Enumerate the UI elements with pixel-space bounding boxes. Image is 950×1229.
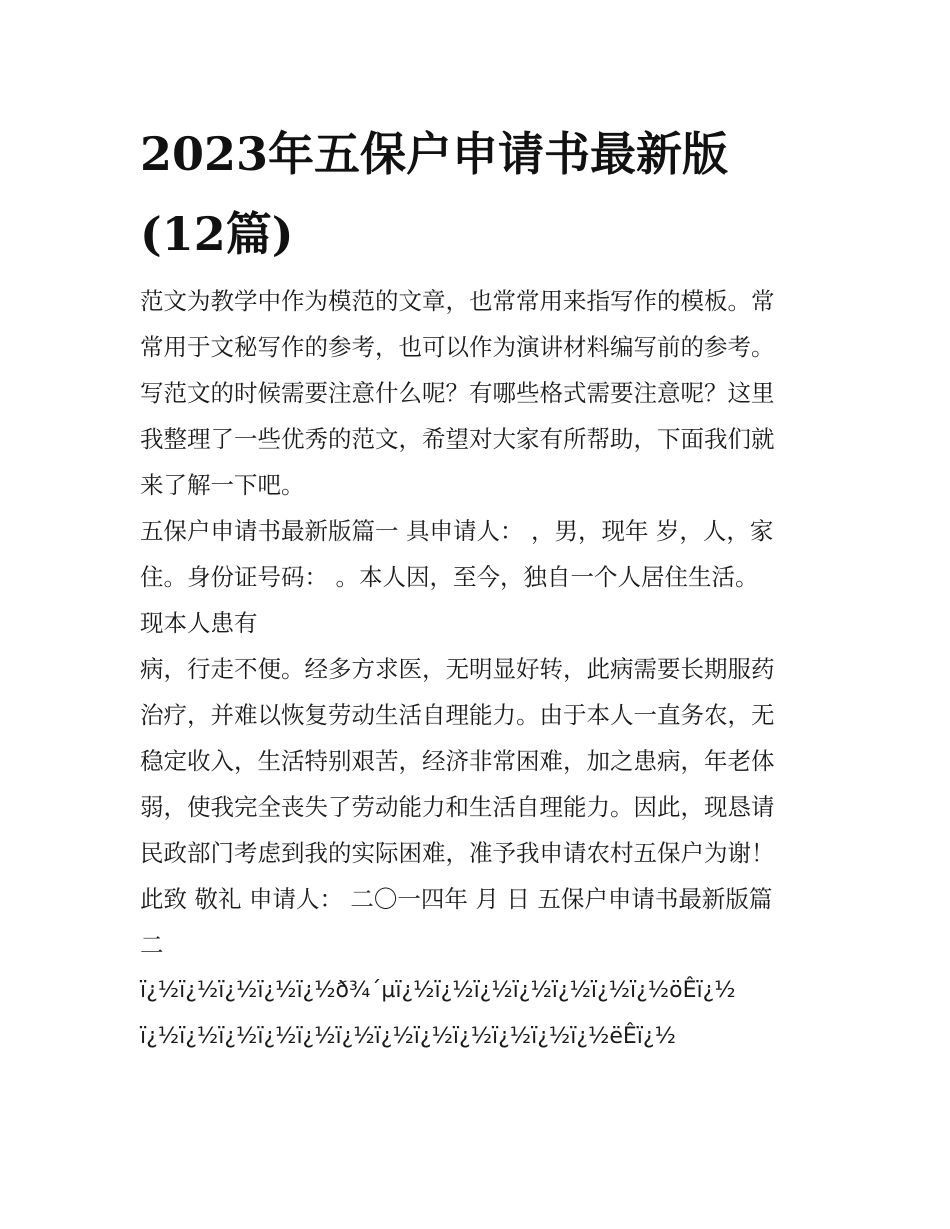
body-line: 常用于文秘写作的参考，也可以作为演讲材料编写前的参考。 [140,333,775,361]
title-line-2: (12篇) [140,207,294,261]
body-line: 住。身份证号码： 。本人因，至今，独自一个人居住生活。 [140,563,759,591]
garbled-line: ï¿½ï¿½ï¿½ï¿½ï¿½ï¿½ï¿½ï¿½ï¿½ï¿½ï¿½ï¿½ëÊï¿½ [140,1024,676,1049]
body-line: 民政部门考虑到我的实际困难，准予我申请农村五保户为谢！ [140,839,775,867]
body-line: 来了解一下吧。 [140,471,305,499]
body-line: 写范文的时候需要注意什么呢？有哪些格式需要注意呢？这里 [140,379,775,407]
body-line: 病，行走不便。经多方求医，无明显好转，此病需要长期服药 [140,655,775,683]
garbled-line: ï¿½ï¿½ï¿½ï¿½ï¿½ð¾´µï¿½ï¿½ï¿½ï¿½ï¿½ï¿½ï¿½öÊï¿½ [140,978,736,1003]
garbled-text-block [140,968,820,1060]
body-line: 五保户申请书最新版篇一 具申请人： ，男，现年 岁，人，家 [140,517,774,545]
document-title [140,114,820,274]
body-line: 二 [140,931,164,959]
body-line: 稳定收入，生活特别艰苦，经济非常困难，加之患病，年老体 [140,747,775,775]
body-line: 治疗，并难以恢复劳动生活自理能力。由于本人一直务农，无 [140,701,775,729]
body-line: 弱，使我完全丧失了劳动能力和生活自理能力。因此，现恳请 [140,793,775,821]
title-line-1: 2023年五保户申请书最新版 [140,127,729,181]
body-line: 现本人患有 [140,609,258,637]
body-line: 此致 敬礼 申请人： 二〇一四年 月 日 五保户申请书最新版篇 [140,885,773,913]
document-body [140,278,820,1060]
body-line: 我整理了一些优秀的范文，希望对大家有所帮助，下面我们就 [140,425,775,453]
body-line: 范文为教学中作为模范的文章，也常常用来指写作的模板。常 [140,287,775,315]
